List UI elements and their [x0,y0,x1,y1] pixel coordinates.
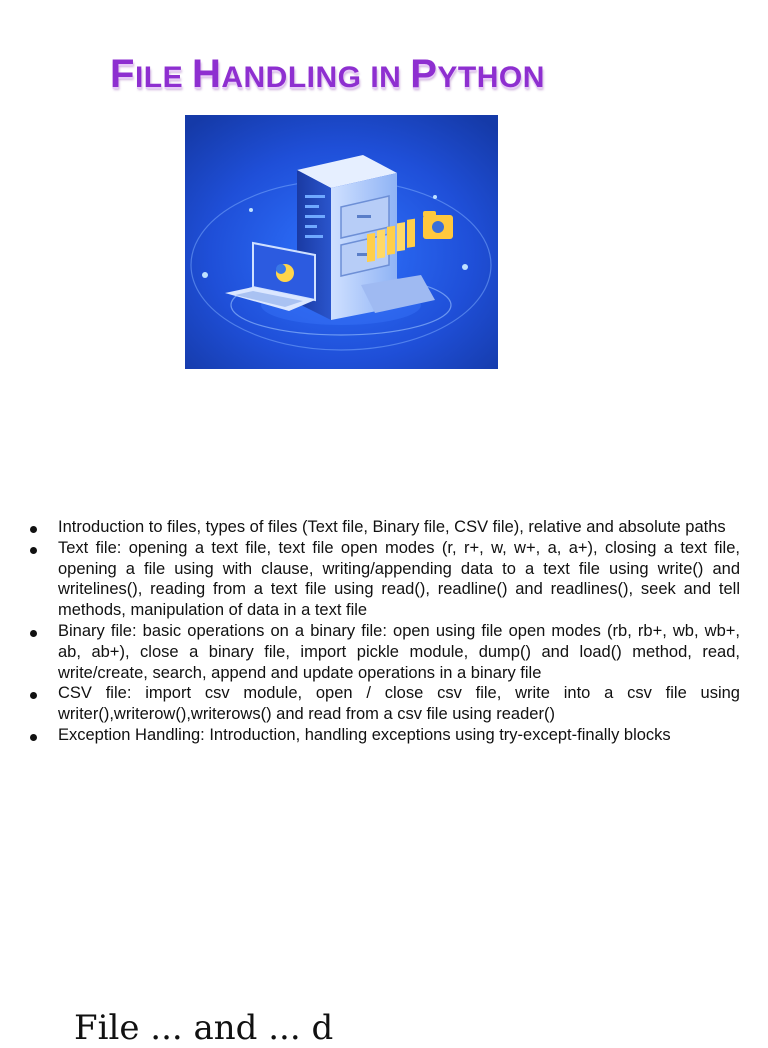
footer-heading-partial: File ... and ... d [74,1008,334,1048]
list-item-text: Binary file: basic operations on a binary file: open using file open modes (rb, rb+, wb, wb+, ab, ab+), close a binary file, import pickle module, dump() and load() method, read, write/create, search, append and update operations in a binary file [58,621,740,682]
title-part: H [191,52,222,96]
title-part: P [410,52,438,96]
title-part: ILE [134,61,192,94]
bullet-dot-icon [30,526,37,533]
list-item [30,621,740,683]
list-item [30,683,740,725]
bullet-dot-icon [30,630,37,637]
topic-list [30,517,740,746]
title-part: YTHON [437,61,545,94]
bullet-dot-icon [30,692,37,699]
title-part: F [110,52,135,96]
page-title [110,52,545,97]
bullet-dot-icon [30,734,37,741]
list-item [30,725,740,746]
list-item-text: Text file: opening a text file, text file open modes (r, r+, w, w+, a, a+), closing a text file, opening a file using with clause, writing/appending data to a text file using write() and writelines(), reading from a text file using read(), readline() and readlines(), seek and tell methods, manipulation of data in a text file [58,538,740,620]
title-part: ANDLING [221,61,371,94]
list-item [30,517,740,538]
title-part: IN [370,61,411,94]
list-item [30,538,740,621]
list-item-text: CSV file: import csv module, open / close csv file, write into a csv file using writer(),writerow(),writerows() and read from a csv file using reader() [58,684,740,724]
list-item-text: Introduction to files, types of files (Text file, Binary file, CSV file), relative and absolute paths [58,518,726,536]
bullet-dot-icon [30,547,37,554]
server-files-python-illustration-icon [185,115,498,369]
list-item-text: Exception Handling: Introduction, handling exceptions using try-except-finally blocks [58,725,671,744]
